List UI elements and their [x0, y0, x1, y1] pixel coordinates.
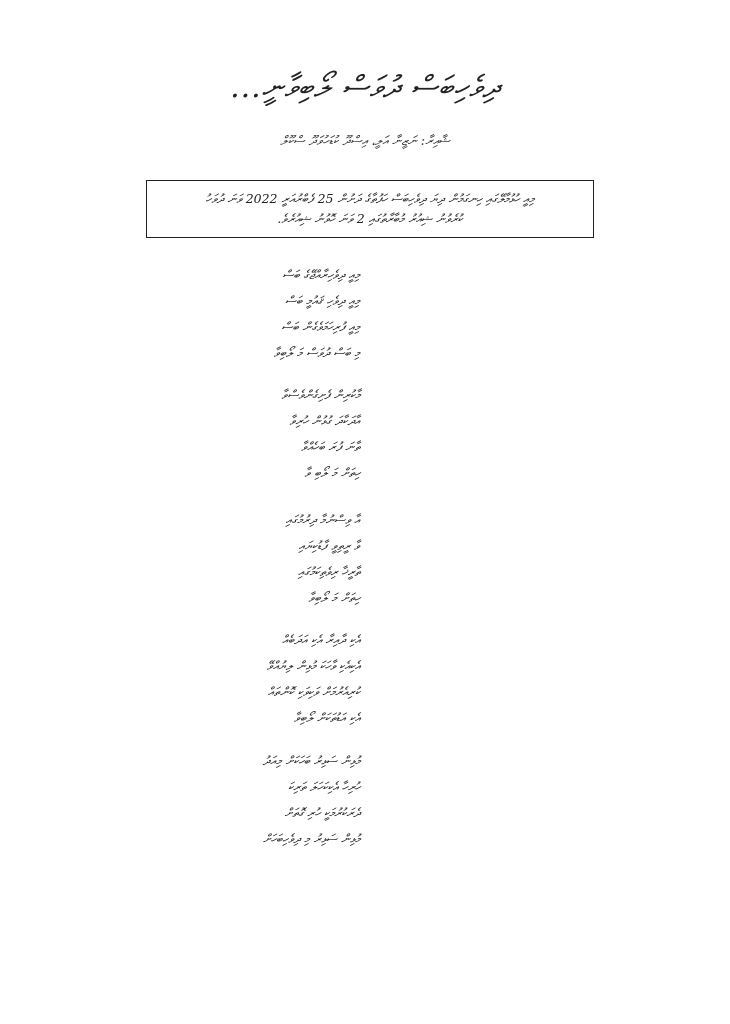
poem-line: މާކުރިން ފެށިގެންވެސްވާ [281, 387, 360, 402]
poem-line: މުޅިން ސަޅިރު ބަހަކަށް މިއަދު [262, 753, 360, 768]
poem-line: އެކިއެކި ވާހަކަ މުޅިން ލިޔުއްވޭ [266, 658, 360, 673]
poem-line: ދެރަކުރުމަކީ ހުރި ގޮތަށް [284, 805, 360, 820]
poem-line: ތާރީޚާ ރިވެތިކަމުގައި [298, 564, 360, 579]
poem-line: ހުރިހާ އެކިކަހަލަ ތަރިކަ [287, 779, 360, 794]
poem-line: މި ބަސް ދުވަސް މަ ލޯބިވާ [273, 345, 360, 360]
info-line: މިއީ ހުޅުމާލޭގައި ހިނގަމުން ދިޔަ ދިވެހިބަސް ހަފުތާގެ ދަށުން 25 ފެބްރުއަރީ 2022 ވަނަ ދުވަހު [205, 191, 535, 206]
poem-line: މިއީ ފުރިހަމަވެގެން ބަސް [281, 319, 360, 334]
poem-line: ހިތަށް މަ ލޯބި ވާ [304, 465, 360, 480]
info-line: ކުރެވުނު ޝިއުރު މުބާރާތުގައި 2 ވަނަ ހޮވުނު ޝިއުރެވެ. [277, 211, 463, 226]
poem-stanza [180, 507, 360, 611]
poem-title: ދިވެހިބަސް ދުވަސް ލޯބިވާނީ... [230, 70, 500, 105]
competition-info-box [146, 180, 594, 238]
poem-stanza [180, 382, 360, 486]
poem-stanza [180, 748, 360, 852]
poem-line: ވާ ރީތިވީ ފާޑުކިޔައި [298, 538, 360, 553]
poem-line: މިއީ ދިވެހިރާއްޖޭގެ ބަސް [282, 267, 360, 282]
poem-line: އެކި އަޑުތަކަށް ލޯބިވާ [294, 710, 360, 725]
poem-line: އާ ވިސްނުމާ ދިރުމުގައި [285, 512, 360, 527]
poem-author: ޝާއިރާ: ނަޒީނާ އަލީ، އިސްދޫ ކުޑަހުވަދޫ ސްކޫލް [280, 134, 450, 149]
poem-stanza [180, 262, 360, 366]
poem-line: މިއީ ދިވެހި ޤައުމީ ބަސް [284, 293, 360, 308]
poem-line: ކުރިއެރުމަށް ވަކިވަކި ކޮންތައް [267, 684, 360, 699]
poem-line: ހިތަށް މަ ލޯބިވާ [308, 590, 360, 605]
poem-line: އެކި ދާއިރާ އެކި އަދަބެއް [282, 632, 360, 647]
poem-line: މުޅިން ސަޅިރު މި ދިވެހިބަހަށް [263, 831, 360, 846]
poem-line: އާދަކާދަ ގުޅުން ހުރިވާ [289, 413, 360, 428]
poem-line: ތާނަ ފުރަ ބަހެއްވާ [301, 439, 360, 454]
poem-stanza [180, 627, 360, 731]
